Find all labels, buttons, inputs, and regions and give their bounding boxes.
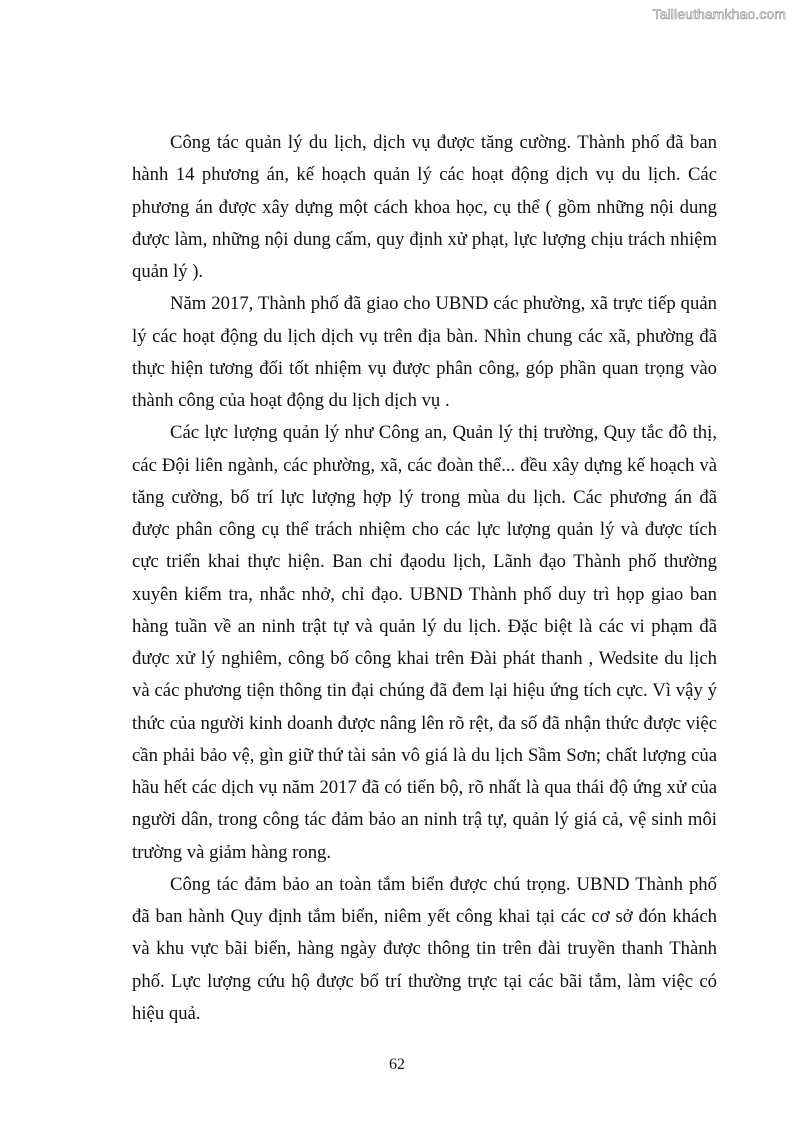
page-number: 62 [389,1056,405,1073]
paragraph-ward-delegation: Năm 2017, Thành phố đã giao cho UBND các phường, xã trực tiếp quản lý các hoạt động du lịch dịch vụ trên địa bàn. Nhìn chung các xã, phường đã thực hiện tương đối tốt nhiệm vụ được phân công, góp phần quan trọng vào thành công của hoạt động du lịch dịch vụ . [132,293,717,411]
watermark-text: Tailieuthamkhao.com [652,6,786,22]
paragraph-management-forces: Các lực lượng quản lý như Công an, Quản lý thị trường, Quy tắc đô thị, các Đội liên ngành, các phường, xã, các đoàn thể... đều xây dựng kế hoạch và tăng cường, bố trí lực lượng hợp lý trong mùa du lịch. Các phương án đã được phân công cụ thể trách nhiệm cho các lực lượng quản lý và được tích cực triển khai thực hiện. Ban chỉ đạodu lịch, Lãnh đạo Thành phố thường xuyên kiểm tra, nhắc nhở, chỉ đạo. UBND Thành phố duy trì họp giao ban hàng tuần về an ninh trật tự và quản lý du lịch. Đặc biệt là các vi phạm đã được xử lý nghiêm, công bố công khai trên Đài phát thanh , Wedsite du lịch và các phương tiện thông tin đại chúng đã đem lại hiệu ứng tích cực. Vì vậy ý thức của người kinh doanh được nâng lên rõ rệt, đa số đã nhận thức được việc cần phải bảo vệ, gìn giữ thứ tài sản vô giá là du lịch Sầm Sơn; chất lượng của hầu hết các dịch vụ năm 2017 đã có tiến bộ, rõ nhất là qua thái độ ứng xử của người dân, trong công tác đảm bảo an ninh trậ tự, quản lý giá cả, vệ sinh môi trường và giảm hàng rong. [132,422,717,863]
paragraph-tourism-management: Công tác quản lý du lịch, dịch vụ được tăng cường. Thành phố đã ban hành 14 phương án, kế hoạch quản lý các hoạt động dịch vụ du lịch. Các phương án được xây dựng một cách khoa học, cụ thể ( gồm những nội dung được làm, những nội dung cấm, quy định xử phạt, lực lượng chịu trách nhiệm quản lý ). [132,132,717,282]
paragraph-beach-safety: Công tác đảm bảo an toàn tắm biển được chú trọng. UBND Thành phố đã ban hành Quy định tắm biển, niêm yết công khai tại các cơ sở đón khách và khu vực bãi biển, hàng ngày được thông tin trên đài truyền thanh Thành phố. Lực lượng cứu hộ được bố trí thường trực tại các bãi tắm, làm việc có hiệu quả. [132,873,717,1024]
document-body [132,127,717,1030]
